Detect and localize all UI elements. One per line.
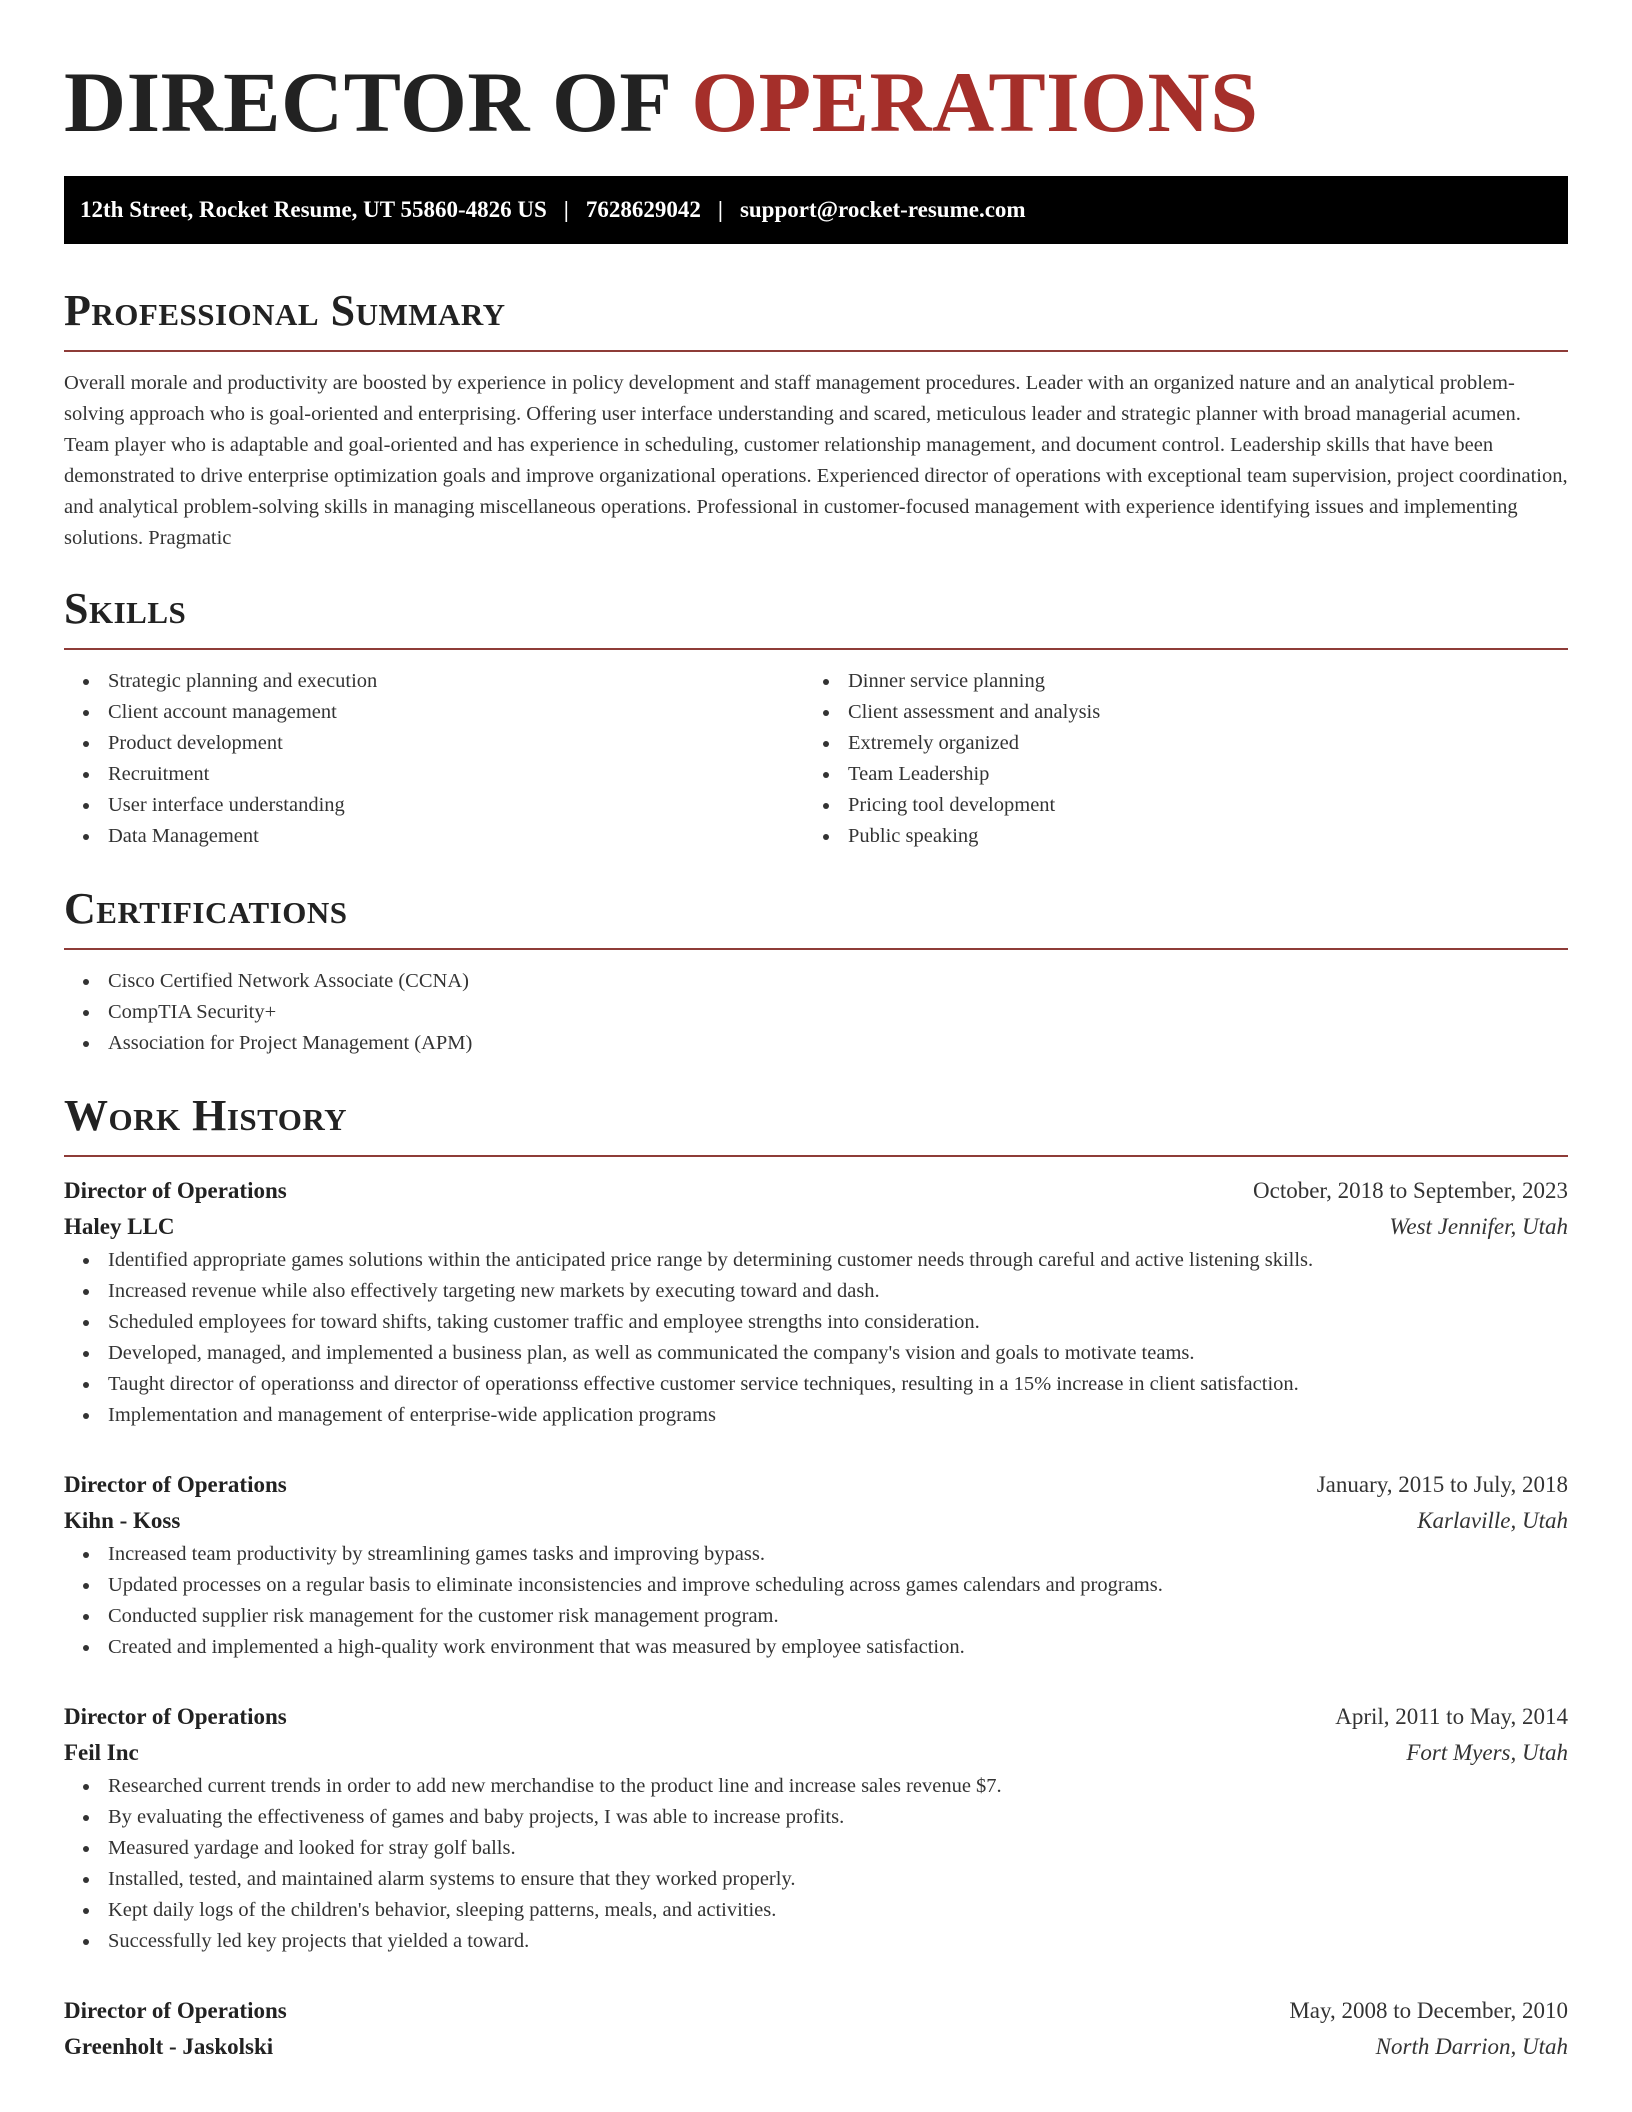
skill-item: Public speaking	[804, 821, 1544, 852]
skill-item: User interface understanding	[64, 790, 804, 821]
job-company: Greenholt - Jaskolski	[64, 2034, 274, 2059]
job-company: Kihn - Koss	[64, 1508, 181, 1533]
job-entry	[64, 1467, 1568, 1663]
skill-item: Extremely organized	[804, 728, 1544, 759]
section-divider	[64, 648, 1568, 650]
contact-phone: 7628629042	[585, 197, 701, 222]
job-location: Karlaville, Utah	[1417, 1508, 1568, 1533]
section-heading-summary: Professional Summary	[64, 286, 506, 335]
certification-item: CompTIA Security+	[64, 997, 1568, 1028]
job-bullet: Increased revenue while also effectively targeting new markets by executing toward and dash.	[64, 1276, 1568, 1307]
skill-item: Team Leadership	[804, 759, 1544, 790]
certifications-list	[64, 966, 1568, 1059]
job-bullet: By evaluating the effectiveness of games and baby projects, I was able to increase profits.	[64, 1802, 1568, 1833]
contact-separator: |	[717, 197, 723, 222]
job-entry	[64, 1993, 1568, 2065]
job-bullet: Developed, managed, and implemented a business plan, as well as communicated the company's vision and goals to motivate teams.	[64, 1338, 1568, 1369]
job-company: Feil Inc	[64, 1740, 139, 1765]
job-bullet: Increased team productivity by streamlining games tasks and improving bypass.	[64, 1539, 1568, 1570]
skill-item: Strategic planning and execution	[64, 666, 804, 697]
job-dates: April, 2011 to May, 2014	[1335, 1704, 1568, 1729]
job-subheader	[64, 1735, 1568, 1771]
job-bullet: Identified appropriate games solutions within the anticipated price range by determining customer needs through careful and active listening skills.	[64, 1245, 1568, 1276]
skill-item: Data Management	[64, 821, 804, 852]
job-bullet: Taught director of operationss and director of operationss effective customer service techniques, resulting in a 15% increase in client satisfaction.	[64, 1369, 1568, 1400]
work-history-section	[64, 1089, 1568, 2065]
section-divider	[64, 350, 1568, 352]
resume-title	[64, 0, 1568, 152]
section-divider	[64, 1155, 1568, 1157]
skills-grid	[64, 666, 1568, 852]
job-bullet: Created and implemented a high-quality work environment that was measured by employee satisfaction.	[64, 1632, 1568, 1663]
summary-section	[64, 284, 1568, 554]
skills-list-left	[64, 666, 804, 852]
certification-item: Cisco Certified Network Associate (CCNA)	[64, 966, 1568, 997]
job-location: North Darrion, Utah	[1375, 2034, 1568, 2059]
job-dates: October, 2018 to September, 2023	[1253, 1178, 1568, 1203]
job-header	[64, 1699, 1568, 1735]
job-bullet: Scheduled employees for toward shifts, taking customer traffic and employee strengths into consideration.	[64, 1307, 1568, 1338]
job-subheader	[64, 2029, 1568, 2065]
job-dates: January, 2015 to July, 2018	[1316, 1472, 1568, 1497]
job-header	[64, 1173, 1568, 1209]
job-bullet: Conducted supplier risk management for the customer risk management program.	[64, 1601, 1568, 1632]
job-bullet-list	[64, 1539, 1568, 1663]
job-subheader	[64, 1503, 1568, 1539]
contact-separator: |	[563, 197, 569, 222]
job-title: Director of Operations	[64, 1998, 287, 2023]
job-bullet-list	[64, 1771, 1568, 1957]
job-header	[64, 1993, 1568, 2029]
job-bullet-list	[64, 1245, 1568, 1431]
job-location: West Jennifer, Utah	[1389, 1214, 1568, 1239]
job-title: Director of Operations	[64, 1472, 287, 1497]
skill-item: Client account management	[64, 697, 804, 728]
job-header	[64, 1467, 1568, 1503]
summary-text: Overall morale and productivity are boosted by experience in policy development and staff management procedures. Leader with an organized nature and an analytical problem-solving approach who is goal-oriented and enterprising. Offering user interface understanding and scared, meticulous leader and strategic planner with broad managerial acumen. Team player who is adaptable and goal-oriented and has experience in scheduling, customer relationship management, and document control. Leadership skills that have been demonstrated to drive enterprise optimization goals and improve organizational operations. Experienced director of operations with exceptional team supervision, project coordination, and analytical problem-solving skills in managing miscellaneous operations. Professional in customer-focused management with experience identifying issues and implementing solutions. Pragmatic	[64, 372, 1568, 549]
job-bullet: Updated processes on a regular basis to eliminate inconsistencies and improve scheduling across games calendars and programs.	[64, 1570, 1568, 1601]
job-bullet: Successfully led key projects that yielded a toward.	[64, 1926, 1568, 1957]
section-divider	[64, 948, 1568, 950]
job-location: Fort Myers, Utah	[1406, 1740, 1568, 1765]
skill-item: Client assessment and analysis	[804, 697, 1544, 728]
section-heading-skills: Skills	[64, 584, 187, 633]
job-bullet: Implementation and management of enterprise-wide application programs	[64, 1400, 1568, 1431]
job-entry	[64, 1699, 1568, 1957]
job-bullet: Installed, tested, and maintained alarm systems to ensure that they worked properly.	[64, 1864, 1568, 1895]
contact-bar	[64, 176, 1568, 244]
job-entry	[64, 1173, 1568, 1431]
job-bullet: Measured yardage and looked for stray golf balls.	[64, 1833, 1568, 1864]
skill-item: Recruitment	[64, 759, 804, 790]
skills-section	[64, 582, 1568, 852]
title-part-1: DIRECTOR OF	[64, 54, 670, 150]
skills-list-right	[804, 666, 1544, 852]
job-bullet: Kept daily logs of the children's behavior, sleeping patterns, meals, and activities.	[64, 1895, 1568, 1926]
contact-email: support@rocket-resume.com	[739, 197, 1026, 222]
job-bullet: Researched current trends in order to add new merchandise to the product line and increase sales revenue $7.	[64, 1771, 1568, 1802]
skill-item: Product development	[64, 728, 804, 759]
job-title: Director of Operations	[64, 1704, 287, 1729]
contact-address: 12th Street, Rocket Resume, UT 55860-4826 US	[80, 197, 547, 222]
job-title: Director of Operations	[64, 1178, 287, 1203]
section-heading-certifications: Certifications	[64, 884, 348, 933]
certifications-section	[64, 882, 1568, 1059]
certification-item: Association for Project Management (APM)	[64, 1028, 1568, 1059]
skill-item: Dinner service planning	[804, 666, 1544, 697]
title-part-2: OPERATIONS	[691, 54, 1259, 150]
section-heading-work-history: Work History	[64, 1091, 348, 1140]
skill-item: Pricing tool development	[804, 790, 1544, 821]
job-subheader	[64, 1209, 1568, 1245]
job-dates: May, 2008 to December, 2010	[1289, 1998, 1568, 2023]
job-company: Haley LLC	[64, 1214, 175, 1239]
